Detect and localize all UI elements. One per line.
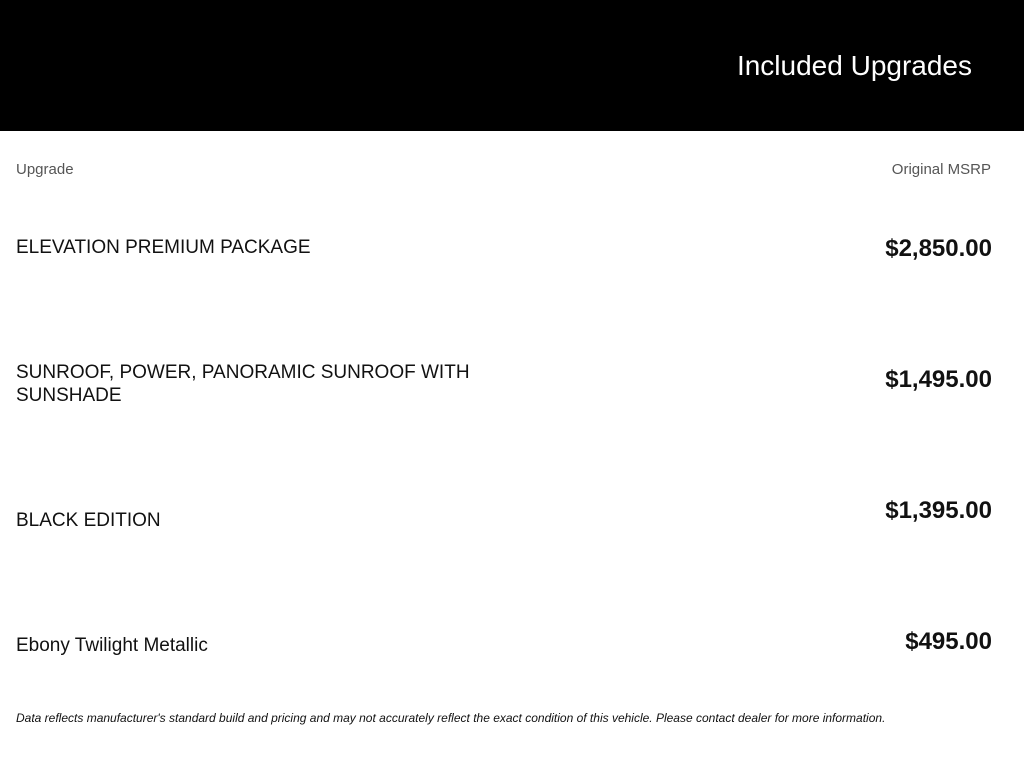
upgrade-price: $2,850.00 [885,235,992,262]
upgrade-name: ELEVATION PREMIUM PACKAGE [16,237,311,258]
disclaimer-text: Data reflects manufacturer's standard build and pricing and may not accurately reflect the exact condition of this vehicle. Please contact dealer for more information. [16,711,886,725]
upgrade-price: $1,495.00 [885,366,992,393]
upgrade-name: Ebony Twilight Metallic [16,635,208,656]
page-title: Included Upgrades [736,50,972,81]
column-header-upgrade: Upgrade [16,161,74,178]
upgrade-price: $495.00 [905,628,992,655]
upgrade-name: BLACK EDITION [16,510,161,531]
column-header-original-msrp: Original MSRP [891,161,991,178]
upgrade-price: $1,395.00 [885,497,992,524]
upgrade-name: SUNROOF, POWER, PANORAMIC SUNROOF WITH SUNSHADE [16,362,470,406]
header-bar [0,0,1024,131]
